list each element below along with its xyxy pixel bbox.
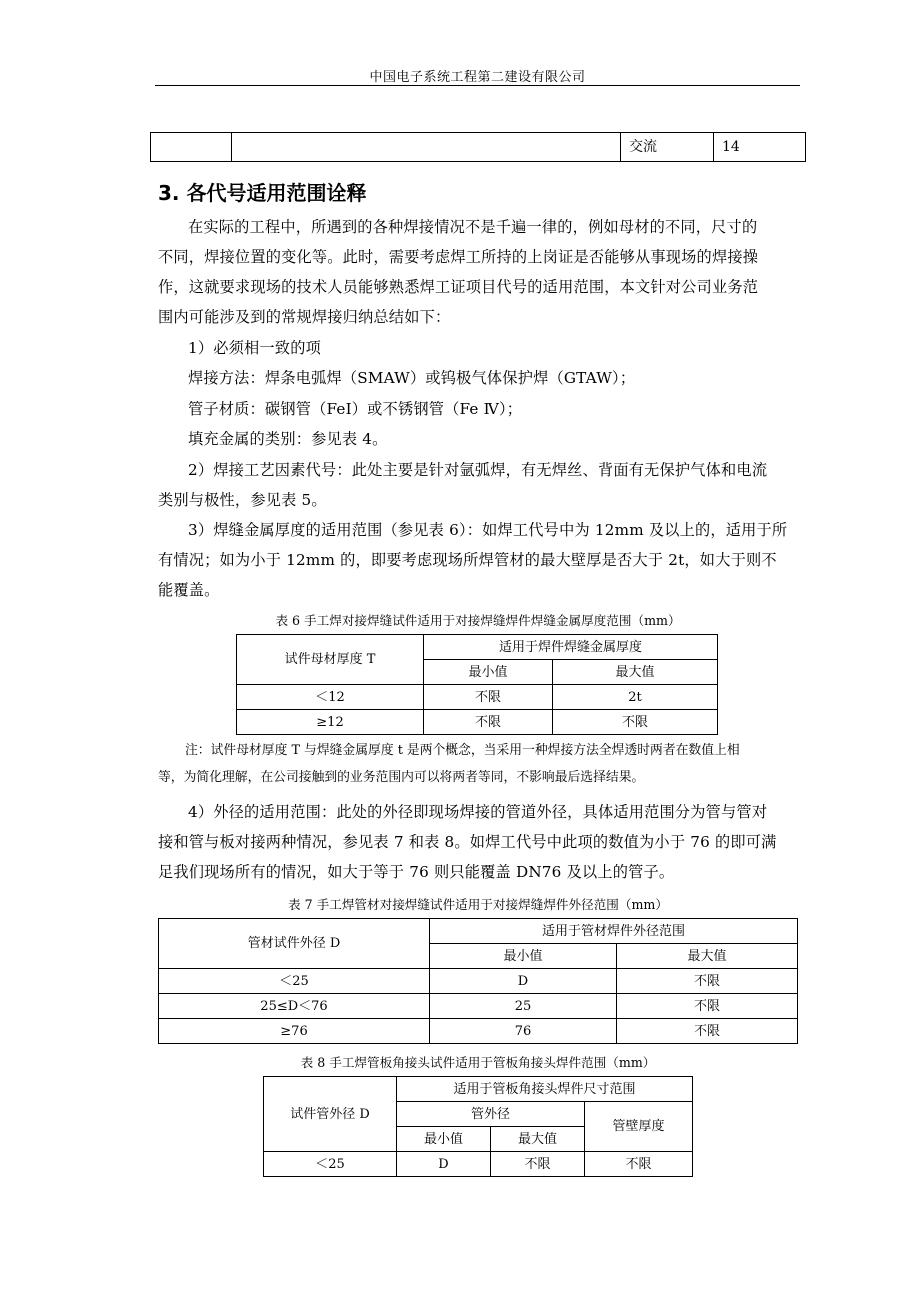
table-cell: 不限	[424, 710, 553, 735]
table8-caption: 表 8 手工焊管板角接头试件适用于管板角接头焊件范围（mm）	[300, 1055, 656, 1070]
table-cell: 不限	[553, 710, 718, 735]
header-divider	[155, 85, 800, 86]
item1-method: 焊接方法：焊条电弧焊（SMAW）或钨极气体保护焊（GTAW）；	[188, 369, 636, 387]
table8-group-header: 适用于管板角接头焊件尺寸范围	[397, 1077, 693, 1102]
item4-line-1: 4）外径的适用范围：此处的外径即现场焊接的管道外径，具体适用范围分为管与管对	[188, 803, 768, 821]
section-heading: 3. 各代号适用范围诠释	[158, 181, 367, 205]
table-cell: 不限	[424, 685, 553, 710]
table6-row-header: 试件母材厚度 T	[237, 635, 424, 685]
table-cell	[232, 133, 621, 162]
top-continuation-table	[150, 132, 806, 162]
table-cell: ＜25	[159, 969, 430, 994]
item3-line-3: 能覆盖。	[158, 581, 220, 599]
table7-caption: 表 7 手工焊管材对接焊缝试件适用于对接焊缝焊件外径范围（mm）	[288, 897, 668, 912]
table7-row-header: 管材试件外径 D	[159, 919, 430, 969]
table-row	[159, 994, 798, 1019]
table-cell: ≥12	[237, 710, 424, 735]
table-row	[159, 969, 798, 994]
table-cell: 不限	[617, 969, 798, 994]
intro-line-1: 在实际的工程中，所遇到的各种焊接情况不是千遍一律的，例如母材的不同，尺寸的	[188, 218, 758, 236]
item1-material: 管子材质：碳钢管（FeⅠ）或不锈钢管（Fe Ⅳ）；	[188, 400, 523, 418]
table-row	[237, 710, 718, 735]
table6-min-header: 最小值	[424, 660, 553, 685]
table7-group-header: 适用于管材焊件外径范围	[430, 919, 798, 944]
intro-line-2: 不同，焊接位置的变化等。此时，需要考虑焊工所持的上岗证是否能够从事现场的焊接操	[158, 248, 759, 266]
table8-max-header: 最大值	[491, 1127, 585, 1152]
table8-wall-header: 管壁厚度	[585, 1102, 693, 1152]
table-cell: 14	[714, 133, 806, 162]
table7-max-header: 最大值	[617, 944, 798, 969]
table-row	[237, 685, 718, 710]
table-cell: ≥76	[159, 1019, 430, 1044]
table6-group-header: 适用于焊件焊缝金属厚度	[424, 635, 718, 660]
table-cell: D	[430, 969, 617, 994]
item4-line-3: 足我们现场所有的情况，如大于等于 76 则只能覆盖 DN76 及以上的管子。	[158, 863, 675, 881]
item1-filler: 填充金属的类别：参见表 4。	[188, 430, 388, 448]
table7-min-header: 最小值	[430, 944, 617, 969]
item2-line-1: 2）焊接工艺因素代号：此处主要是针对氩弧焊，有无焊丝、背面有无保护气体和电流	[188, 461, 768, 479]
table8-min-header: 最小值	[397, 1127, 491, 1152]
table6-max-header: 最大值	[553, 660, 718, 685]
table8-od-header: 管外径	[397, 1102, 585, 1127]
table-cell: 25≤D＜76	[159, 994, 430, 1019]
table-row	[159, 1019, 798, 1044]
table-row	[151, 133, 806, 162]
table-cell: 76	[430, 1019, 617, 1044]
table-cell: ＜25	[264, 1152, 397, 1177]
table-cell: 不限	[617, 1019, 798, 1044]
item1-title: 1）必须相一致的项	[188, 339, 321, 357]
table-cell: 25	[430, 994, 617, 1019]
table6-caption: 表 6 手工焊对接焊缝试件适用于对接焊缝焊件焊缝金属厚度范围（mm）	[275, 613, 681, 628]
intro-line-4: 围内可能涉及到的常规焊接归纳总结如下：	[158, 308, 451, 326]
note-line-1: 注：试件母材厚度 T 与焊缝金属厚度 t 是两个概念，当采用一种焊接方法全焊透时两者在数值上相	[185, 743, 740, 758]
table-cell: 不限	[585, 1152, 693, 1177]
table-cell: 不限	[617, 994, 798, 1019]
table-cell	[151, 133, 232, 162]
table7	[158, 918, 798, 1044]
page-header-company: 中国电子系统工程第二建设有限公司	[369, 70, 586, 85]
note-line-2: 等，为简化理解，在公司接触到的业务范围内可以将两者等同，不影响最后选择结果。	[158, 770, 645, 785]
table-cell: ＜12	[237, 685, 424, 710]
table6	[236, 634, 718, 735]
table-cell: 交流	[621, 133, 714, 162]
item3-line-2: 有情况；如为小于 12mm 的，即要考虑现场所焊管材的最大壁厚是否大于 2t，如大于则不	[158, 551, 777, 569]
table-row	[264, 1077, 693, 1102]
table-cell: 2t	[553, 685, 718, 710]
table-cell: 不限	[491, 1152, 585, 1177]
table-row	[159, 919, 798, 944]
table8	[263, 1076, 693, 1177]
table-cell: D	[397, 1152, 491, 1177]
table-row	[237, 635, 718, 660]
table8-row-header: 试件管外径 D	[264, 1077, 397, 1152]
item3-line-1: 3）焊缝金属厚度的适用范围（参见表 6）：如焊工代号中为 12mm 及以上的，适用于所	[188, 521, 788, 539]
intro-line-3: 作，这就要求现场的技术人员能够熟悉焊工证项目代号的适用范围，本文针对公司业务范	[158, 278, 759, 296]
table-row	[264, 1152, 693, 1177]
item2-line-2: 类别与极性，参见表 5。	[158, 491, 327, 509]
item4-line-2: 接和管与板对接两种情况，参见表 7 和表 8。如焊工代号中此项的数值为小于 76 的即可满	[158, 833, 777, 851]
